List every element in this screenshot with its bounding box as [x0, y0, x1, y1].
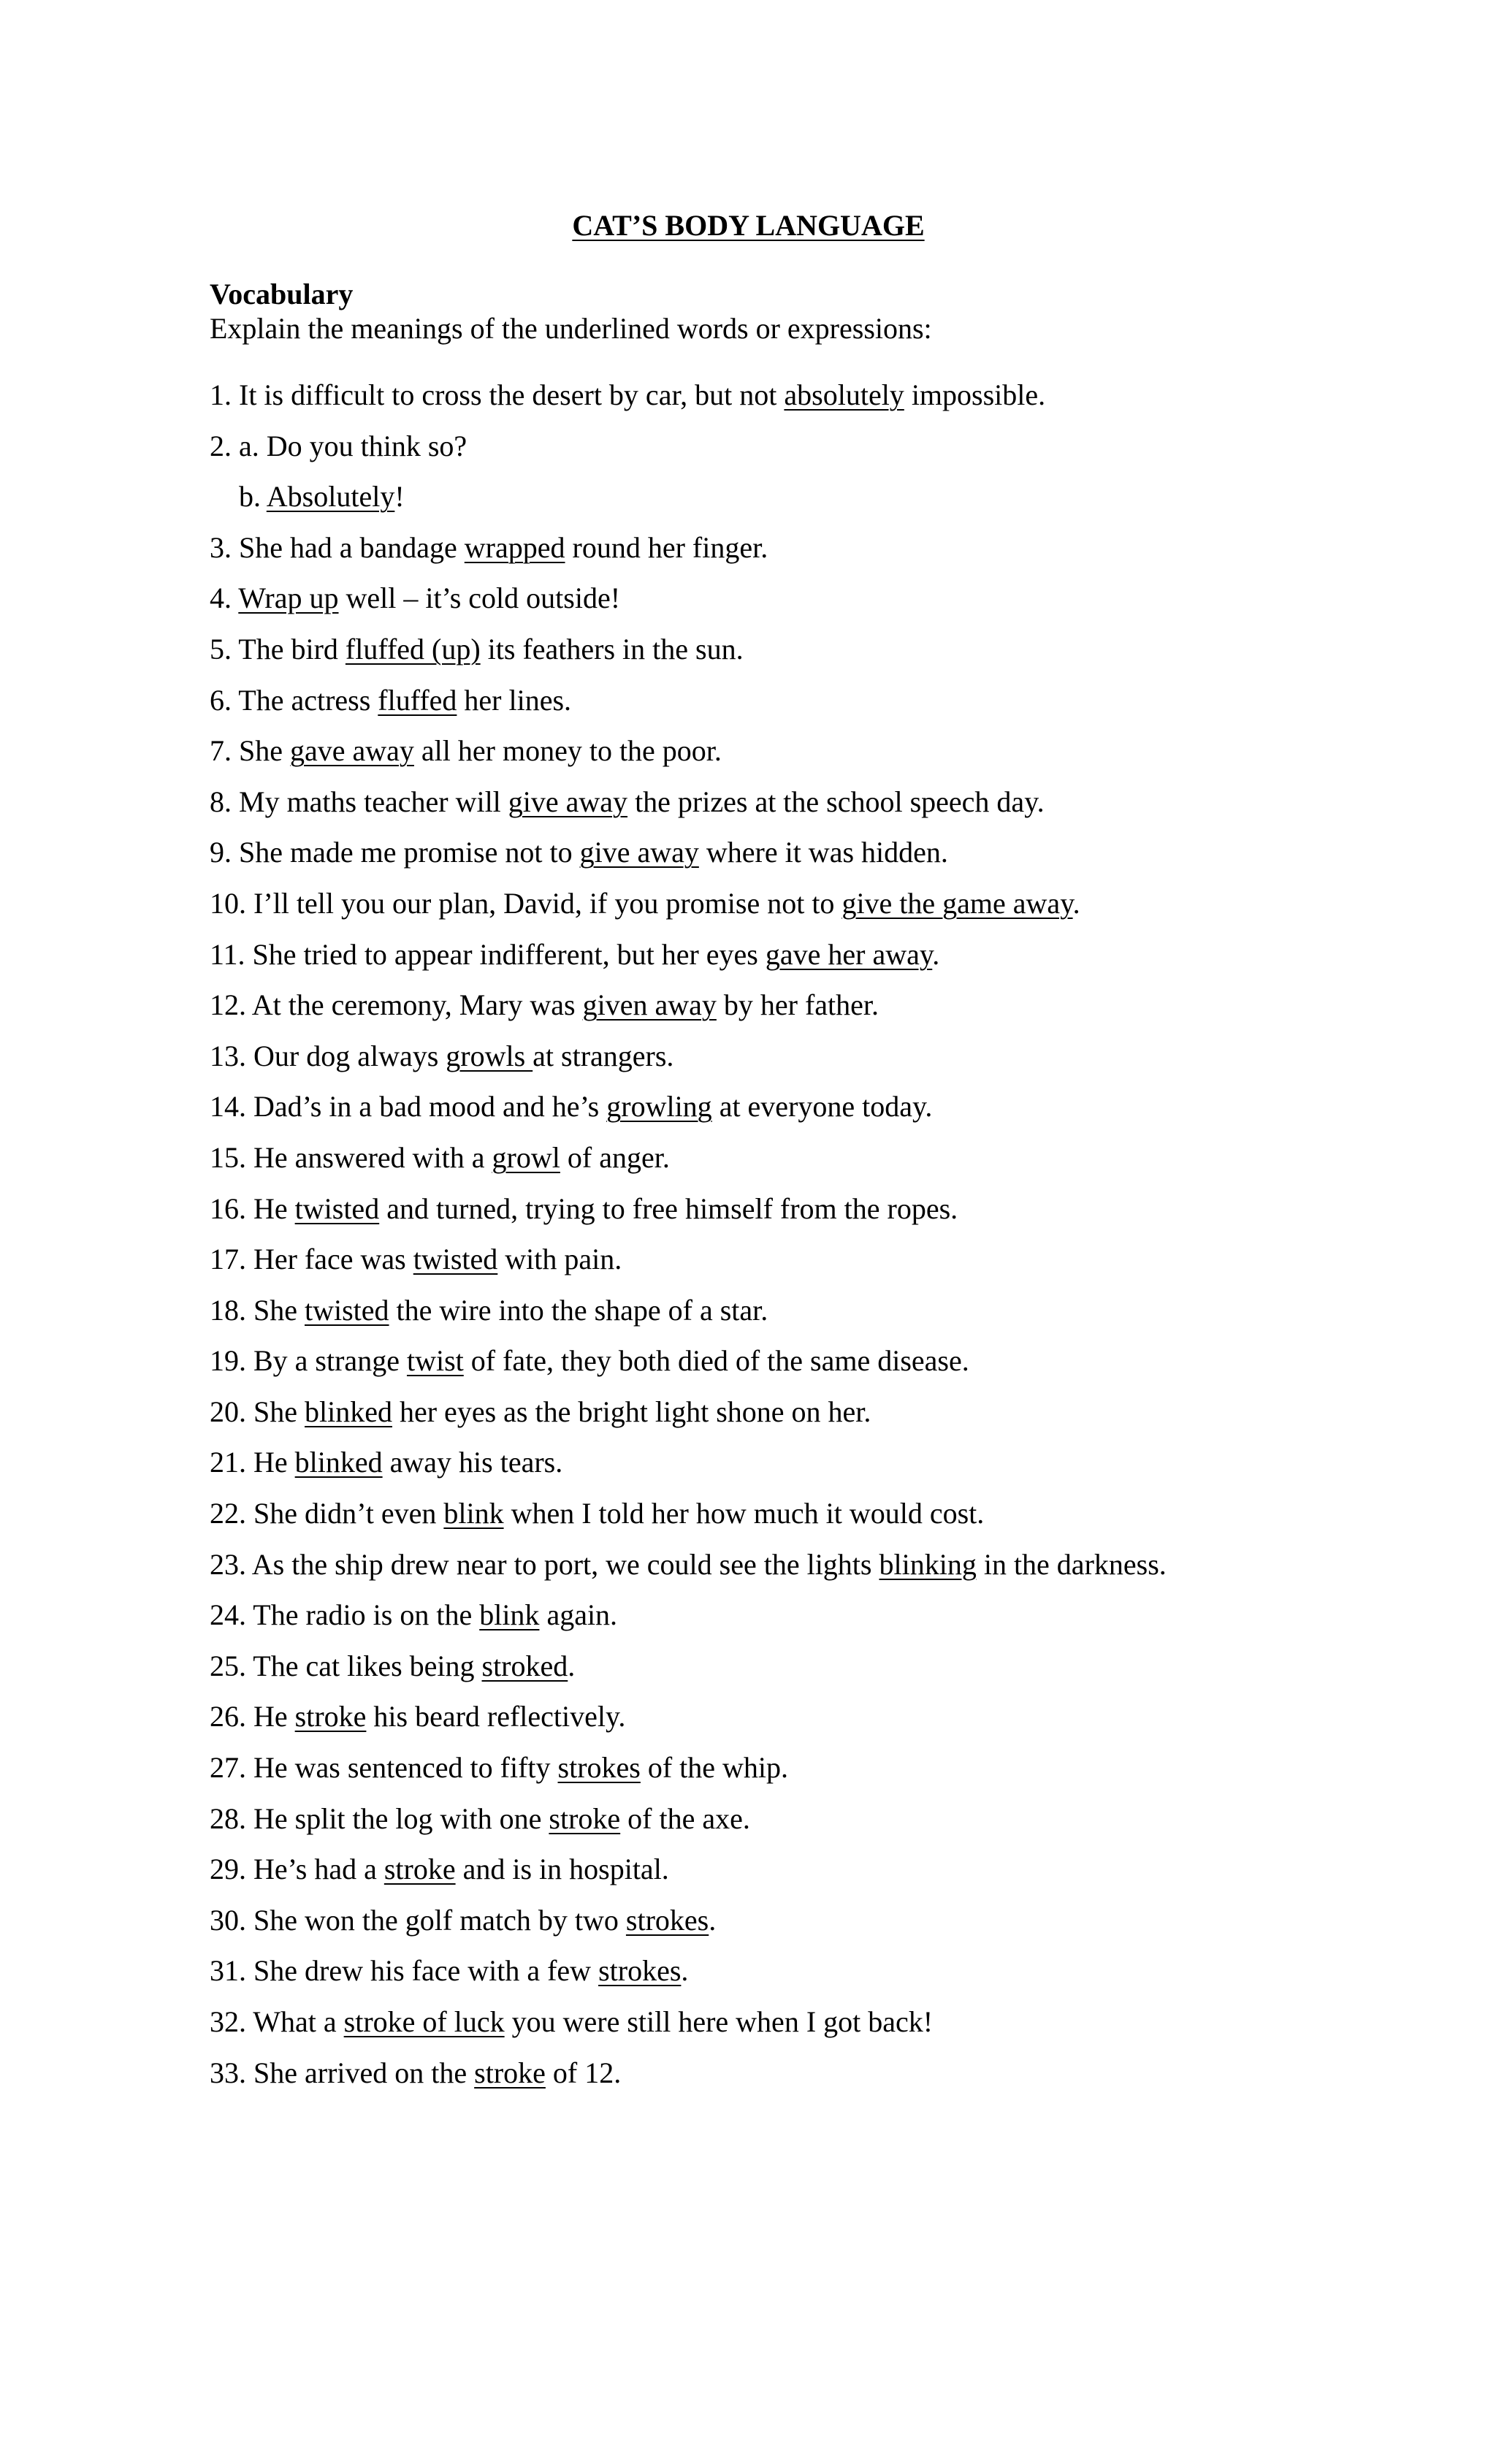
list-item — [210, 1394, 1167, 1445]
list-item — [210, 1140, 1167, 1191]
sentence-text: at everyone today. — [711, 1090, 933, 1124]
list-item — [210, 682, 1167, 733]
underlined-expression: stroke of luck — [343, 2005, 505, 2038]
sentence-text: 19. By a strange — [210, 1344, 407, 1378]
underlined-expression: blinked — [294, 1446, 383, 1479]
underlined-expression: blinking — [879, 1547, 977, 1581]
sentence-text: of fate, they both died of the same disease. — [463, 1344, 969, 1378]
sentence-text: 1. It is difficult to cross the desert by car, but not — [210, 378, 785, 411]
underlined-expression: strokes — [625, 1903, 709, 1937]
instructions-text: Explain the meanings of the underlined words or expressions: — [210, 312, 932, 345]
underlined-expression: give the game away — [842, 886, 1073, 920]
sentence-text: and turned, trying to free himself from the ropes. — [379, 1191, 958, 1225]
sentence-text: with pain. — [497, 1243, 622, 1276]
list-item — [210, 1292, 1167, 1343]
sentence-text: 20. She — [210, 1395, 305, 1428]
sentence-text: all her money to the poor. — [413, 734, 722, 768]
underlined-expression: Wrap up — [238, 581, 339, 615]
list-item — [210, 1851, 1167, 1902]
list-item — [210, 987, 1167, 1038]
sentence-text: 27. He was sentenced to fifty — [210, 1751, 558, 1785]
sentence-text: . — [709, 1903, 717, 1937]
underlined-expression: fluffed — [378, 683, 457, 717]
list-item — [210, 784, 1167, 835]
sentence-text: her lines. — [457, 683, 572, 717]
underlined-expression: fluffed (up) — [345, 632, 481, 665]
sentence-text: 32. What a — [210, 2005, 344, 2038]
sentence-text: 24. The radio is on the — [210, 1598, 480, 1632]
sentence-text: when I told her how much it would cost. — [503, 1497, 985, 1530]
underlined-expression: stroked — [481, 1649, 568, 1682]
sentence-text: of anger. — [560, 1140, 670, 1174]
sentence-text: ! — [394, 480, 405, 514]
sentence-text: and is in hospital. — [455, 1853, 669, 1886]
sentence-text: 28. He split the log with one — [210, 1801, 549, 1835]
sentence-text: 30. She won the golf match by two — [210, 1903, 626, 1937]
page-title: CAT’S BODY LANGUAGE — [572, 209, 925, 242]
sentence-text: 6. The actress — [210, 683, 378, 717]
list-item — [210, 1343, 1167, 1394]
list-item — [210, 1750, 1167, 1801]
sentence-text: the prizes at the school speech day. — [627, 785, 1045, 818]
sentence-text: 11. She tried to appear indifferent, but her eyes — [210, 937, 766, 971]
list-item — [210, 1648, 1167, 1699]
underlined-expression: blink — [443, 1497, 504, 1530]
underlined-expression: gave away — [290, 734, 414, 768]
sentence-text: by her father. — [716, 988, 879, 1022]
underlined-expression: growling — [606, 1090, 712, 1124]
list-item — [210, 530, 1167, 581]
list-item — [210, 377, 1167, 428]
list-item — [210, 2004, 1167, 2055]
list-item — [210, 1902, 1167, 1953]
sentence-text: round her finger. — [565, 530, 768, 564]
sentence-text: 14. Dad’s in a bad mood and he’s — [210, 1090, 607, 1124]
underlined-expression: stroke — [294, 1700, 367, 1733]
section-heading: Vocabulary — [210, 278, 354, 310]
list-item — [210, 1597, 1167, 1648]
underlined-expression: absolutely — [784, 378, 904, 411]
sentence-text: . — [932, 937, 940, 971]
sentence-text: 18. She — [210, 1293, 305, 1327]
list-item — [210, 1953, 1167, 2004]
underlined-expression: blink — [479, 1598, 540, 1632]
sentence-text: at strangers. — [533, 1039, 674, 1072]
sentence-text: 13. Our dog always — [210, 1039, 446, 1072]
list-item — [210, 478, 1167, 530]
list-item — [210, 1191, 1167, 1242]
underlined-expression: stroke — [549, 1801, 621, 1835]
sentence-text: 17. Her face was — [210, 1243, 413, 1276]
sentence-text: 3. She had a bandage — [210, 530, 465, 564]
sentence-text: 33. She arrived on the — [210, 2056, 475, 2089]
sentence-text: the wire into the shape of a star. — [389, 1293, 768, 1327]
sentence-text: 5. The bird — [210, 632, 346, 665]
underlined-expression: give away — [508, 785, 628, 818]
list-item — [210, 1801, 1167, 1852]
sentence-text: 21. He — [210, 1446, 295, 1479]
vocabulary-list — [210, 377, 1167, 2105]
sentence-text: 16. He — [210, 1191, 295, 1225]
sentence-text: where it was hidden. — [698, 836, 948, 869]
list-item — [210, 733, 1167, 784]
sentence-text: 9. She made me promise not to — [210, 836, 580, 869]
sentence-text: . — [568, 1649, 576, 1682]
sentence-text: well – it’s cold outside! — [338, 581, 621, 615]
list-item — [210, 428, 1167, 479]
list-item — [210, 631, 1167, 682]
underlined-expression: gave her away — [765, 937, 933, 971]
list-item — [210, 1038, 1167, 1089]
sentence-text: of the axe. — [620, 1801, 750, 1835]
list-item — [210, 1546, 1167, 1598]
sentence-text: 2. a. Do you think so? — [210, 429, 468, 462]
list-item — [210, 1088, 1167, 1140]
underlined-expression: growl — [492, 1140, 560, 1174]
list-item — [210, 834, 1167, 885]
underlined-expression: give away — [579, 836, 699, 869]
sentence-text: her eyes as the bright light shone on her. — [392, 1395, 871, 1428]
sentence-text: its feathers in the sun. — [480, 632, 744, 665]
underlined-expression: Absolutely — [266, 480, 395, 514]
underlined-expression: wrapped — [464, 530, 565, 564]
sentence-text: 4. — [210, 581, 239, 615]
list-item — [210, 580, 1167, 631]
sentence-text: 23. As the ship drew near to port, we could see the lights — [210, 1547, 879, 1581]
sentence-text: 15. He answered with a — [210, 1140, 492, 1174]
sentence-text: of 12. — [545, 2056, 622, 2089]
list-item — [210, 1444, 1167, 1495]
sentence-text: 26. He — [210, 1700, 295, 1733]
underlined-expression: strokes — [598, 1954, 682, 1988]
sentence-text: away his tears. — [382, 1446, 563, 1479]
underlined-expression: twist — [406, 1344, 464, 1378]
sentence-text: 22. She didn’t even — [210, 1497, 444, 1530]
underlined-expression: twisted — [294, 1191, 380, 1225]
sentence-text: of the whip. — [640, 1751, 789, 1785]
sentence-text: 12. At the ceremony, Mary was — [210, 988, 583, 1022]
sentence-text: 10. I’ll tell you our plan, David, if you promise not to — [210, 886, 842, 920]
list-item — [210, 1495, 1167, 1546]
underlined-expression: stroke — [383, 1853, 456, 1886]
list-item — [210, 1698, 1167, 1750]
sentence-text: b. — [239, 480, 267, 514]
sentence-text: 31. She drew his face with a few — [210, 1954, 599, 1988]
sentence-text: . — [1072, 886, 1080, 920]
sentence-text: again. — [539, 1598, 618, 1632]
list-item — [210, 2055, 1167, 2106]
underlined-expression: growls — [446, 1039, 533, 1072]
sentence-text: 8. My maths teacher will — [210, 785, 508, 818]
sentence-text: impossible. — [904, 378, 1046, 411]
list-item — [210, 1241, 1167, 1292]
list-item — [210, 937, 1167, 988]
sentence-text: you were still here when I got back! — [504, 2005, 934, 2038]
sentence-text: 7. She — [210, 734, 290, 768]
underlined-expression: given away — [582, 988, 717, 1022]
underlined-expression: twisted — [305, 1293, 389, 1327]
sentence-text: . — [681, 1954, 689, 1988]
list-item — [210, 885, 1167, 937]
underlined-expression: strokes — [557, 1751, 641, 1785]
underlined-expression: stroke — [474, 2056, 546, 2089]
sentence-text: 29. He’s had a — [210, 1853, 384, 1886]
sentence-text: 25. The cat likes being — [210, 1649, 482, 1682]
underlined-expression: twisted — [413, 1243, 498, 1276]
underlined-expression: blinked — [305, 1395, 392, 1428]
sentence-text: in the darkness. — [976, 1547, 1167, 1581]
sentence-text: his beard reflectively. — [366, 1700, 626, 1733]
